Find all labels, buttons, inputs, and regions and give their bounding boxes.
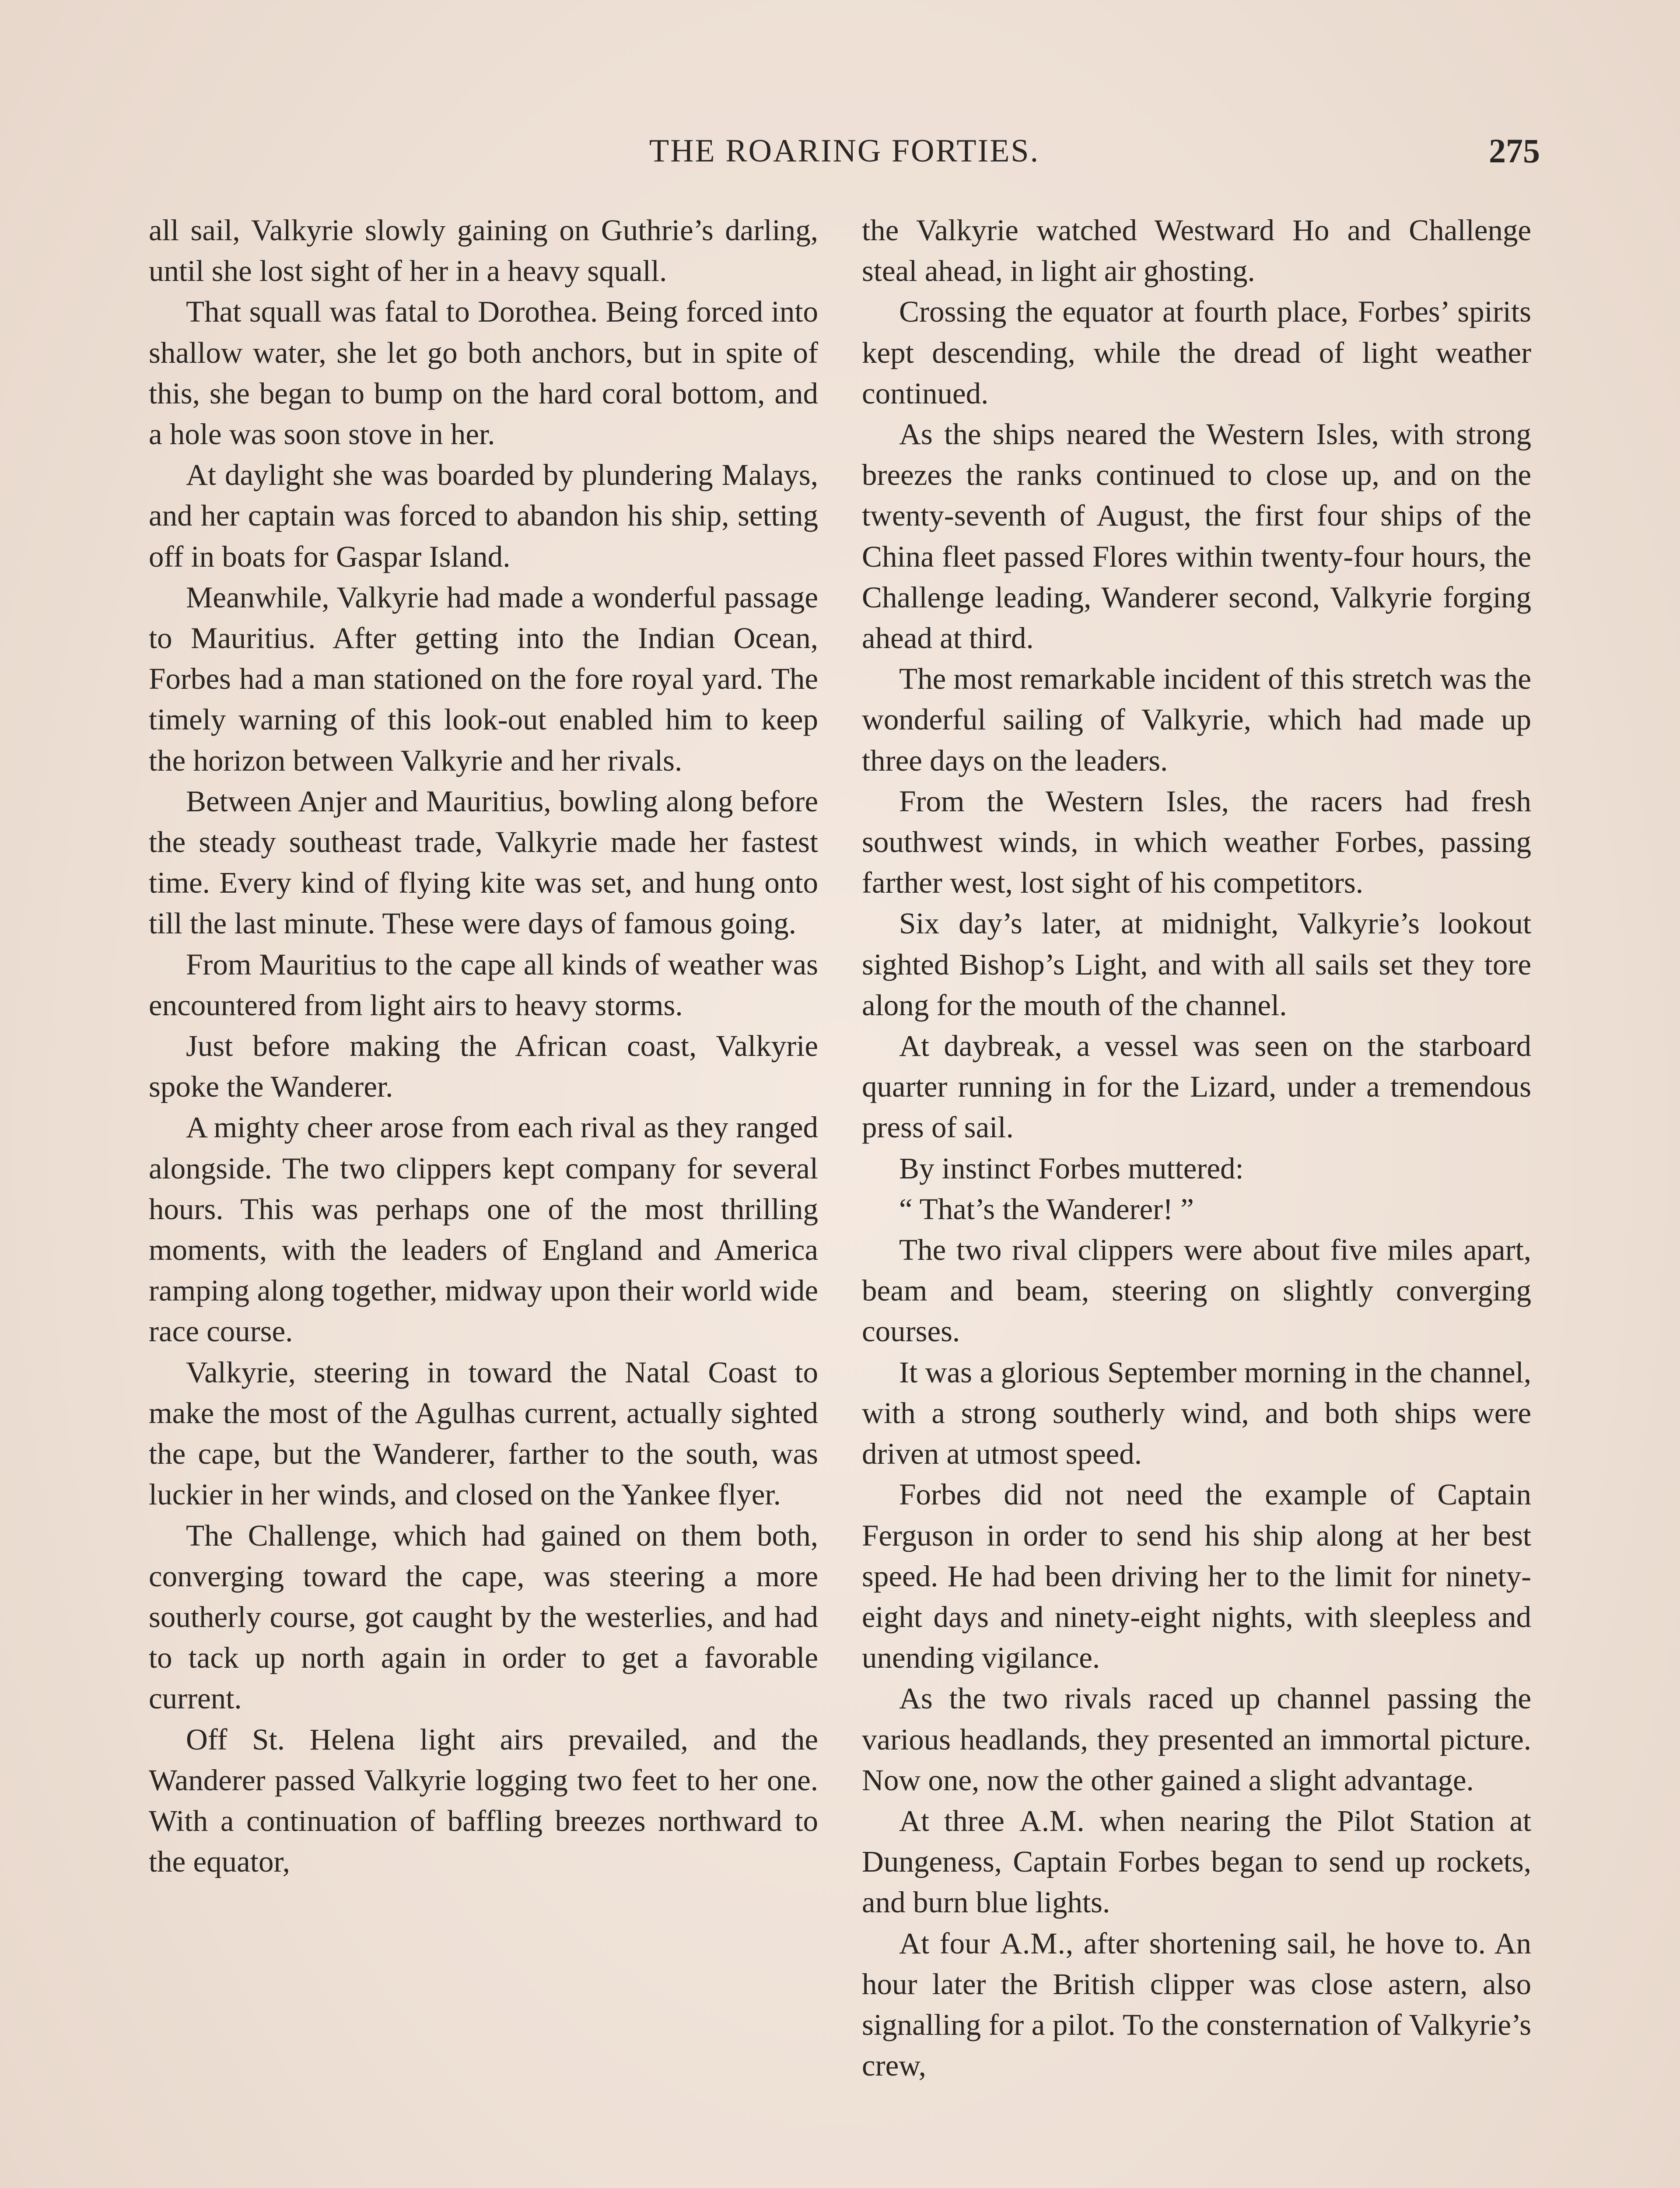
paragraph: From Mauritius to the cape all kinds of weather was encountered from light airs to heavy storms. xyxy=(149,947,818,1022)
paragraph xyxy=(862,1801,1531,1923)
paragraph-text: , after shortening sail, he hove to. An hour later the British clipper was close astern, also signalling for a pilot. To the consternation of Valkyrie’s crew, xyxy=(862,1926,1531,2083)
paragraph-text: At four xyxy=(899,1926,1001,1960)
paragraph: Valkyrie, steering in toward the Natal Coast to make the most of the Agulhas current, actually sighted the cape, but the Wanderer, farther to the south, was luckier in her winds, and closed on the Yankee flyer. xyxy=(149,1355,818,1511)
paragraph: all sail, Valkyrie slowly gaining on Guthrie’s darling, until she lost sight of her in a heavy squall. xyxy=(149,214,818,288)
running-title: THE ROARING FORTIES. xyxy=(649,133,1040,169)
left-column xyxy=(149,210,818,1882)
running-head xyxy=(149,127,1540,175)
time-abbreviation: A.M. xyxy=(1019,1804,1085,1837)
paragraph-text: when nearing the Pilot Station at Dungeness, Captain Forbes began to send up rockets, and burn blue lights. xyxy=(862,1804,1531,1919)
paragraph: The most remarkable incident of this stretch was the wonderful sailing of Valkyrie, which had made up three days on the leaders. xyxy=(862,662,1531,777)
paragraph xyxy=(862,1923,1531,2086)
paragraph: Off St. Helena light airs prevailed, and the Wanderer passed Valkyrie logging two feet to her one. With a continuation of baffling breezes northward to the equator, xyxy=(149,1722,818,1879)
paragraph: Forbes did not need the example of Captain Ferguson in order to send his ship along at her best speed. He had been driving her to the limit for ninety-eight days and ninety-eight nights, with sleepless and unending vigilance. xyxy=(862,1478,1531,1675)
paragraph-text: At three xyxy=(899,1804,1019,1837)
paragraph: Meanwhile, Valkyrie had made a wonderful passage to Mauritius. After getting into the Indian Ocean, Forbes had a man stationed on the fore royal yard. The timely warning of this look-out enabled him to keep the horizon between Valkyrie and her rivals. xyxy=(149,580,818,777)
paragraph: Six day’s later, at midnight, Valkyrie’s lookout sighted Bishop’s Light, and with all sails set they tore along for the mouth of the channel. xyxy=(862,907,1531,1022)
paragraph: From the Western Isles, the racers had fresh southwest winds, in which weather Forbes, passing farther west, lost sight of his competitors. xyxy=(862,784,1531,900)
right-column xyxy=(862,210,1531,2086)
paragraph: “ That’s the Wanderer! ” xyxy=(899,1192,1194,1226)
paragraph: At daylight she was boarded by plundering Malays, and her captain was forced to abandon his ship, setting off in boats for Gaspar Island. xyxy=(149,458,818,573)
paragraph: A mighty cheer arose from each rival as they ranged alongside. The two clippers kept company for several hours. This was perhaps one of the most thrilling moments, with the leaders of England and America ramping along together, midway upon their world wide race course. xyxy=(149,1111,818,1348)
paragraph: the Valkyrie watched Westward Ho and Challenge steal ahead, in light air ghosting. xyxy=(862,214,1531,288)
paragraph: The two rival clippers were about five miles apart, beam and beam, steering on slightly converging courses. xyxy=(862,1233,1531,1348)
paragraph: Between Anjer and Mauritius, bowling along before the steady southeast trade, Valkyrie made her fastest time. Every kind of flying kite was set, and hung onto till the last minute. These were days of famous going. xyxy=(149,784,818,940)
paragraph: It was a glorious September morning in the channel, with a strong southerly wind, and both ships were driven at utmost speed. xyxy=(862,1355,1531,1471)
paragraph: That squall was fatal to Dorothea. Being forced into shallow water, she let go both anchors, but in spite of this, she began to bump on the hard coral bottom, and a hole was soon stove in her. xyxy=(149,295,818,451)
paragraph: As the ships neared the Western Isles, with strong breezes the ranks continued to close up, and on the twenty-seventh of August, the first four ships of the China fleet passed Flores within twenty-four hours, the Challenge leading, Wanderer second, Valkyrie forging ahead at third. xyxy=(862,417,1531,655)
paragraph: As the two rivals raced up channel passing the various headlands, they presented an immortal picture. Now one, now the other gained a slight advantage. xyxy=(862,1682,1531,1797)
page-number: 275 xyxy=(1489,132,1540,170)
paragraph: By instinct Forbes muttered: xyxy=(899,1151,1244,1185)
paragraph: The Challenge, which had gained on them both, converging toward the cape, was steering a more southerly course, got caught by the westerlies, and had to tack up north again in order to get a favorable current. xyxy=(149,1518,818,1715)
paragraph: Just before making the African coast, Valkyrie spoke the Wanderer. xyxy=(149,1029,818,1104)
time-abbreviation: A.M. xyxy=(1000,1926,1066,1960)
paragraph: Crossing the equator at fourth place, Forbes’ spirits kept descending, while the dread of light weather continued. xyxy=(862,295,1531,410)
paragraph: At daybreak, a vessel was seen on the starboard quarter running in for the Lizard, under a tremendous press of sail. xyxy=(862,1029,1531,1144)
